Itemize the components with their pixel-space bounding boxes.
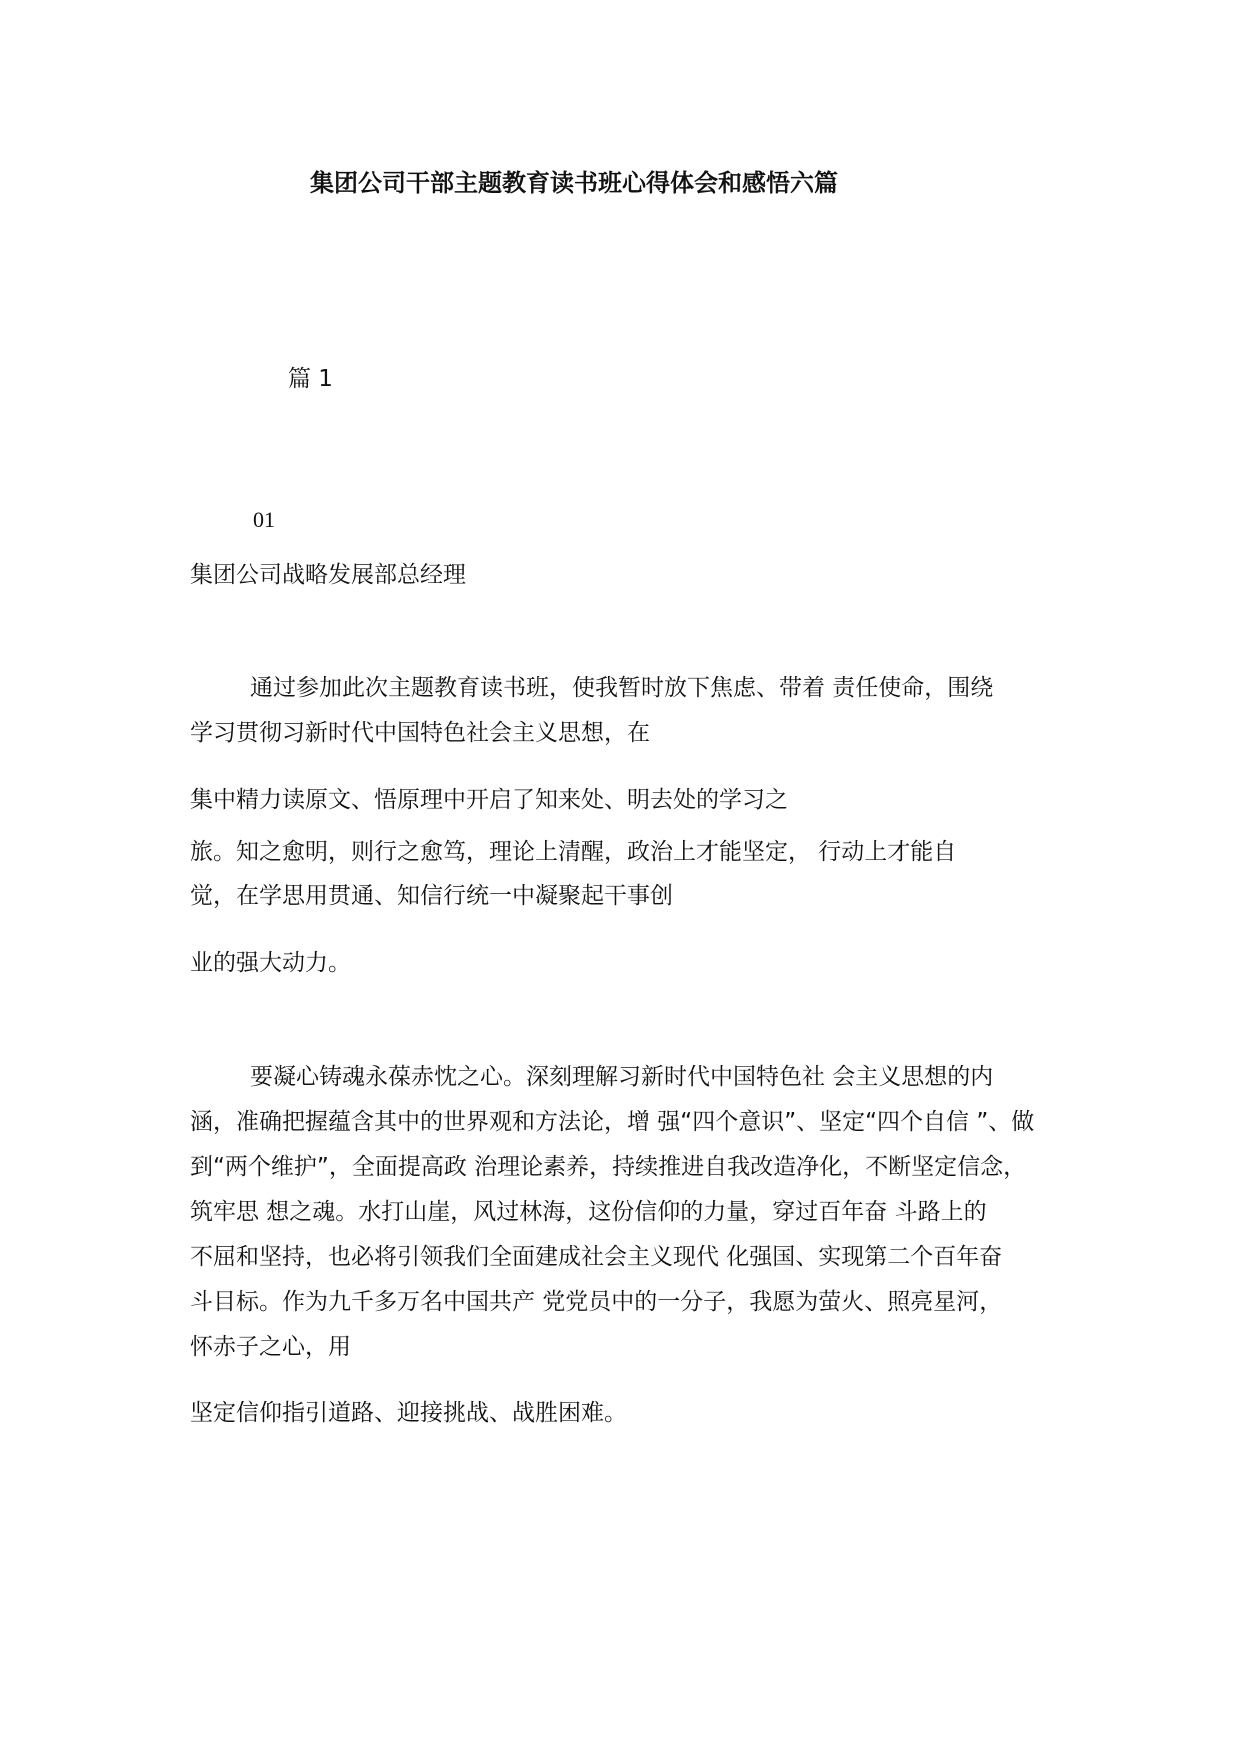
paragraph2-line: 涵，准确把握蕴含其中的世界观和方法论，增 强“四个意识”、坚定“四个自信 ”、做 <box>190 1109 1035 1135</box>
paragraph1-line: 集中精力读原文、悟原理中开启了知来处、明去处的学习之 <box>190 787 788 813</box>
paragraph1-line: 觉，在学思用贯通、知信行统一中凝聚起干事创 <box>190 883 673 909</box>
paragraph2-line: 要凝心铸魂永葆赤忱之心。深刻理解习新时代中国特色社 会主义思想的内 <box>250 1064 994 1090</box>
paragraph1-line: 学习贯彻习新时代中国特色社会主义思想，在 <box>190 720 650 746</box>
paragraph2-line: 坚定信仰指引道路、迎接挑战、战胜困难。 <box>190 1400 627 1426</box>
paragraph2-line: 怀赤子之心，用 <box>190 1334 351 1360</box>
chapter-label: 篇 1 <box>288 366 333 392</box>
paragraph2-line: 筑牢思 想之魂。水打山崖，风过林海，这份信仰的力量，穿过百年奋 斗路上的 <box>190 1199 987 1225</box>
paragraph2-line: 到“两个维护”，全面提高政 治理论素养，持续推进自我改造净化，不断坚定信念， <box>190 1154 1027 1180</box>
paragraph2-line: 斗目标。作为九千多万名中国共产 党党员中的一分子，我愿为萤火、照亮星河， <box>190 1289 1003 1315</box>
paragraph1-line: 旅。知之愈明，则行之愈笃，理论上清醒，政治上才能坚定， 行动上才能自 <box>190 839 957 865</box>
author-role: 集团公司战略发展部总经理 <box>190 562 466 588</box>
paragraph1-line: 业的强大动力。 <box>190 950 351 976</box>
paragraph1-line: 通过参加此次主题教育读书班，使我暂时放下焦虑、带着 责任使命，围绕 <box>250 675 994 701</box>
paragraph2-line: 不屈和坚持，也必将引领我们全面建成社会主义现代 化强国、实现第二个百年奋 <box>190 1244 1003 1270</box>
document-title: 集团公司干部主题教育读书班心得体会和感悟六篇 <box>310 169 838 197</box>
section-number: 01 <box>253 507 275 532</box>
